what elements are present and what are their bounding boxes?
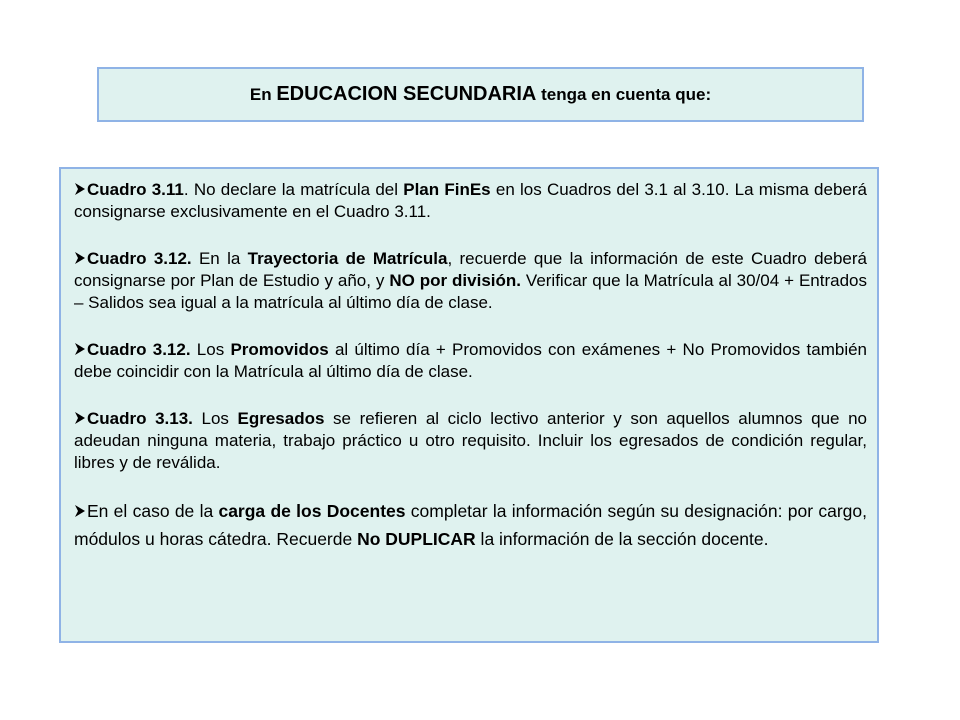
bold-text: NO por división. <box>389 271 521 290</box>
body-text: Verificar que la Matrícula al 30/04 + Entrados – Salidos sea igual a la matrícula al último día de clase. <box>74 271 867 312</box>
body-text: al último día + Promovidos con exámenes + No Promovidos también debe coincidir con la Matrícula al último día de clase. <box>74 340 868 381</box>
body-text: . No declare la matrícula del <box>183 180 404 199</box>
bold-text: Trayectoria de Matrícula <box>247 249 448 268</box>
body-text: completar la información según su designación: por cargo, módulos u horas cátedra. Recuerde <box>74 501 867 549</box>
bold-text: Cuadro 3.13. <box>87 409 193 428</box>
arrow-bullet-icon <box>74 182 86 196</box>
body-text: , recuerde que la información de este Cuadro deberá consignarse por Plan de Estudio y año, y <box>74 249 867 290</box>
instruction-item-cuadro-3-13 <box>74 408 867 474</box>
instructions-box <box>59 167 879 643</box>
bold-text: Plan FinEs <box>403 180 491 199</box>
body-text: Los <box>192 409 238 428</box>
header-notice-box <box>97 67 864 122</box>
instruction-item-cuadro-3-11 <box>74 179 867 223</box>
instruction-item-cuadro-3-12-trayectoria <box>74 248 867 314</box>
body-text: se refieren al ciclo lectivo anterior y son aquellos alumnos que no adeudan ninguna materia, trabajo práctico u otro requisito. Incluir los egresados de condición regular, libres y de reválida. <box>74 409 867 472</box>
bold-text: Cuadro 3.12. <box>87 340 191 359</box>
bold-text: Promovidos <box>230 340 329 359</box>
bold-text: Egresados <box>237 409 325 428</box>
instruction-item-docentes <box>74 497 867 553</box>
header-title: En EDUCACION SECUNDARIA tenga en cuenta que: <box>249 83 712 105</box>
instruction-item-cuadro-3-12-promovidos <box>74 339 867 383</box>
arrow-bullet-icon <box>74 411 86 425</box>
bold-text: Cuadro 3.11 <box>87 180 184 199</box>
bold-text: carga de los Docentes <box>218 501 406 521</box>
bold-text: No DUPLICAR <box>357 529 476 549</box>
arrow-bullet-icon <box>74 504 86 518</box>
bold-text: Cuadro 3.12. <box>87 249 192 268</box>
arrow-bullet-icon <box>74 342 86 356</box>
body-text: la información de la sección docente. <box>475 529 769 549</box>
arrow-bullet-icon <box>74 251 86 265</box>
body-text: Los <box>190 340 231 359</box>
body-text: en los Cuadros del 3.1 al 3.10. La misma deberá consignarse exclusivamente en el Cuadro 3.11. <box>74 180 867 221</box>
body-text: En la <box>191 249 248 268</box>
body-text: En el caso de la <box>87 501 219 521</box>
